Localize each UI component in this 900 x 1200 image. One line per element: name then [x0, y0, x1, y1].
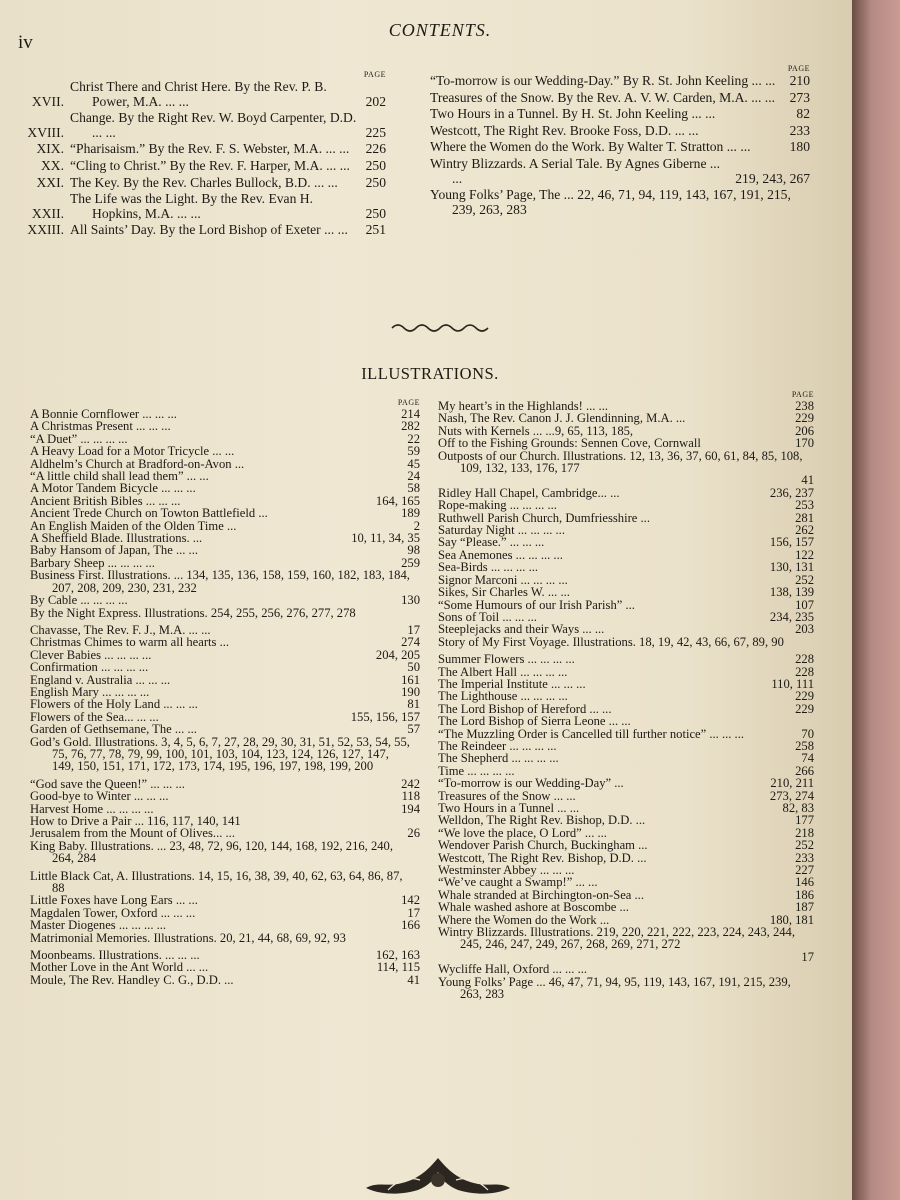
entry-numeral: XIX. [36, 141, 64, 157]
illustration-entry [30, 870, 420, 895]
illustration-title: Matrimonial Memories. Illustrations. 20, 21, 44, 68, 69, 92, 93 [30, 930, 346, 945]
illustration-page: 227 [795, 863, 814, 878]
contents-entry [14, 176, 386, 191]
illustration-entry [30, 961, 420, 973]
illustration-title: “To-morrow is our Wedding-Day” ... [438, 776, 624, 791]
illustration-entry [30, 661, 420, 673]
illustration-title: Time ... ... ... ... [438, 763, 515, 778]
illustration-title: Magdalen Tower, Oxford ... ... ... [30, 905, 196, 920]
entry-page: 233 [789, 122, 810, 138]
illustration-page: 155, 156, 157 [350, 709, 420, 724]
illustration-page: 262 [795, 523, 814, 538]
contents-left-column [14, 70, 386, 240]
illustration-page: 234, 235 [769, 609, 814, 624]
entry-numeral: XXI. [36, 174, 64, 190]
illustration-title: “Some Humours of our Irish Parish” ... [438, 597, 635, 612]
illustration-title: The Imperial Institute ... ... ... [438, 676, 586, 691]
illustration-entry [30, 840, 420, 865]
illustration-entry [30, 420, 420, 432]
contents-entry [430, 124, 810, 139]
illustration-title: Wendover Parish Church, Buckingham ... [438, 838, 648, 853]
entry-page: 210 [789, 73, 810, 88]
illustration-page: 170 [795, 436, 814, 451]
entry-page: 219, 243, 267 [735, 170, 810, 186]
illustration-page: 203 [795, 622, 814, 637]
entry-title: All Saints’ Day. By the Lord Bishop of Exeter ... ... [70, 222, 348, 238]
illustration-entry [30, 445, 420, 457]
contents-entry [430, 74, 810, 89]
illustration-page: 253 [795, 498, 814, 513]
illustration-page: 180, 181 [769, 912, 814, 927]
illustration-title: Ancient Trede Church on Towton Battlefield ... [30, 506, 268, 521]
illustration-title: Westcott, The Right Rev. Bishop, D.D. ... [438, 850, 647, 865]
contents-right-column [430, 64, 810, 219]
illustration-title: Confirmation ... ... ... ... [30, 660, 149, 675]
illustration-entry [30, 736, 420, 773]
illustration-title: Sons of Toil ... ... ... [438, 609, 537, 624]
illustration-title: Two Hours in a Tunnel ... ... [438, 801, 580, 815]
illustration-title: A Bonnie Cornflower ... ... ... [30, 407, 177, 421]
illustration-title: A Heavy Load for a Motor Tricycle ... ... [30, 444, 235, 459]
illustration-page: 218 [795, 825, 814, 840]
entry-title: Christ There and Christ Here. By the Rev. P. B. Power, M.A. ... ... [70, 79, 327, 109]
illustration-page: 273, 274 [769, 788, 814, 803]
illustration-page: 57 [407, 722, 420, 737]
illustration-page: 26 [407, 826, 420, 841]
illustration-page: 166 [401, 918, 420, 933]
illustration-page: 233 [795, 850, 814, 865]
illustration-page: 10, 11, 34, 35 [351, 531, 420, 546]
illustration-title: Wintry Blizzards. Illustrations. 219, 220, 221, 222, 223, 224, 243, 244, 245, 246, 247, 249, 267, 268, 269, 271, 272 [438, 925, 795, 952]
entry-page: 251 [365, 222, 386, 238]
illustration-entry [438, 623, 814, 635]
contents-entry [430, 107, 810, 122]
illustration-title: Flowers of the Holy Land ... ... ... [30, 697, 198, 712]
illustration-page: 194 [401, 801, 420, 816]
illustration-page: 45 [407, 456, 420, 471]
illustration-entry [438, 963, 814, 975]
illustration-entry [30, 827, 420, 839]
page-column-label: PAGE [397, 398, 420, 407]
illustration-title: Chavasse, The Rev. F. J., M.A. ... ... [30, 622, 211, 637]
illustration-entry [438, 450, 814, 475]
illustration-entry [438, 474, 814, 486]
entry-numeral: XVII. [31, 93, 64, 109]
illustration-title: Aldhelm’s Church at Bradford-on-Avon ... [30, 456, 245, 471]
illustration-title: Saturday Night ... ... ... ... [438, 523, 565, 538]
illustration-page: 17 [801, 949, 814, 964]
illustration-page: 98 [407, 543, 420, 558]
illustrations-heading: ILLUSTRATIONS. [361, 364, 499, 383]
running-title: CONTENTS. [388, 20, 492, 40]
illustration-page: 238 [795, 399, 814, 413]
entry-title: Treasures of the Snow. By the Rev. A. V. W. Carden, M.A. ... ... [430, 89, 775, 105]
illustration-title: England v. Australia ... ... ... [30, 672, 171, 687]
illustration-page: 156, 157 [769, 535, 814, 550]
illustration-title: Wycliffe Hall, Oxford ... ... ... [438, 962, 588, 977]
illustration-page: 107 [795, 597, 814, 612]
illustration-page: 74 [801, 751, 814, 766]
illustration-title: Outposts of our Church. Illustrations. 12, 13, 36, 37, 60, 61, 84, 85, 108, 109, 132, 133, 176, 177 [438, 448, 803, 476]
illustration-title: Sea-Birds ... ... ... ... [438, 560, 539, 575]
page-column-label: PAGE [791, 390, 814, 399]
illustration-entry [30, 636, 420, 648]
illustration-title: A Christmas Present ... ... ... [30, 419, 171, 434]
illustration-page: 17 [407, 905, 420, 920]
floral-ornament-icon [358, 1150, 518, 1200]
illustration-entry [30, 544, 420, 556]
illustration-title: The Lighthouse ... ... ... ... [438, 689, 568, 704]
illustration-title: My heart’s in the Highlands! ... ... [438, 399, 608, 413]
illustration-entry [438, 715, 814, 727]
wavy-divider [390, 320, 490, 336]
illustration-title: Garden of Gethsemane, The ... ... [30, 722, 197, 737]
illustration-title: English Mary ... ... ... ... [30, 684, 150, 699]
illustration-entry [438, 536, 814, 548]
illustration-page: 282 [401, 419, 420, 434]
illustration-title: Moule, The Rev. Handley C. G., D.D. ... [30, 972, 234, 987]
entry-page: 273 [789, 89, 810, 105]
illustration-entry [30, 569, 420, 594]
illustration-entry [30, 482, 420, 494]
illustration-title: Story of My First Voyage. Illustrations. 18, 19, 42, 43, 66, 67, 89, 90 [438, 634, 784, 649]
illustration-title: “We love the place, O Lord” ... ... [438, 825, 607, 840]
entry-page: 225 [365, 124, 386, 140]
illustration-page: 242 [401, 776, 420, 791]
entry-page: 226 [365, 141, 386, 157]
illustration-title: Ancient British Bibles ... ... ... [30, 493, 181, 508]
contents-entry [14, 80, 386, 109]
illustration-page: 252 [795, 572, 814, 587]
illustration-title: “A little child shall lead them” ... ... [30, 469, 209, 484]
illustration-title: Treasures of the Snow ... ... [438, 788, 576, 803]
illustration-page: 81 [407, 697, 420, 712]
illustration-title: The Lord Bishop of Sierra Leone ... ... [438, 714, 631, 729]
illustration-page: 189 [401, 506, 420, 521]
illustration-page: 229 [795, 701, 814, 716]
illustration-entry [30, 594, 420, 606]
illustration-page: 274 [401, 635, 420, 650]
contents-entry [14, 223, 386, 238]
illustration-entry [30, 698, 420, 710]
illustration-page: 177 [795, 813, 814, 828]
illustration-title: God’s Gold. Illustrations. 3, 4, 5, 6, 7, 27, 28, 29, 30, 31, 51, 52, 53, 54, 55, 75, 76, 77, 78, 79, 99, 100, 101, 103, 104, 123, 124, 126, 127, 147, 149, 150, 151, 171, 172, 173, 174, 195, 196, 197, 198, 199, 200 [30, 734, 410, 774]
illustration-title: King Baby. Illustrations. ... 23, 48, 72, 96, 120, 144, 168, 192, 216, 240, 264, 284 [30, 838, 393, 866]
illustration-title: Whale stranded at Birchington-on-Sea ... [438, 887, 644, 902]
entry-numeral: XXIII. [27, 222, 64, 238]
illustration-page: 22 [407, 431, 420, 446]
illustration-page: 122 [795, 547, 814, 562]
illustration-title: Nuts with Kernels ... ...9, 65, 113, 185, [438, 423, 634, 438]
illustration-title: Ridley Hall Chapel, Cambridge... ... [438, 485, 620, 500]
entry-title: Two Hours in a Tunnel. By H. St. John Keeling ... ... [430, 106, 716, 122]
illustration-page: 146 [795, 875, 814, 890]
illustration-page: 281 [795, 510, 814, 525]
entry-page: 180 [789, 139, 810, 155]
illustration-title: The Shepherd ... ... ... ... [438, 751, 559, 766]
illustration-entry [438, 839, 814, 851]
entry-numeral: XX. [40, 157, 64, 173]
illustration-page: 17 [407, 622, 420, 637]
illustration-page: 187 [795, 900, 814, 915]
illustration-title: An English Maiden of the Olden Time ... [30, 518, 237, 533]
illustration-title: Welldon, The Right Rev. Bishop, D.D. ... [438, 813, 646, 828]
illustration-title: Little Black Cat, A. Illustrations. 14, 15, 16, 38, 39, 40, 62, 63, 64, 86, 87, 88 [30, 868, 403, 896]
illustration-title: Little Foxes have Long Ears ... ... [30, 893, 198, 908]
illustration-page: 24 [407, 469, 420, 484]
illustration-page: 142 [401, 893, 420, 908]
contents-entry [14, 192, 386, 221]
illustration-page: 190 [401, 684, 420, 699]
illustration-entry [438, 437, 814, 449]
contents-entry [430, 91, 810, 106]
illustration-entry [30, 894, 420, 906]
illustration-page: 259 [401, 555, 420, 570]
illustration-title: Signor Marconi ... ... ... ... [438, 572, 568, 587]
illustration-entry [30, 507, 420, 519]
illustration-title: Young Folks’ Page ... 46, 47, 71, 94, 95, 119, 143, 167, 191, 215, 239, 263, 283 [438, 974, 791, 1002]
illustration-title: By Cable ... ... ... ... [30, 593, 128, 608]
illustration-entry [438, 976, 814, 1001]
illustration-page: 210, 211 [770, 776, 814, 791]
illustration-page: 110, 111 [771, 676, 814, 691]
illustration-entry [30, 607, 420, 619]
illustration-title: Jerusalem from the Mount of Olives... ... [30, 826, 235, 841]
illustration-title: Harvest Home ... ... ... ... [30, 801, 154, 816]
illustration-title: Westminster Abbey ... ... ... [438, 863, 575, 878]
illustration-entry [30, 790, 420, 802]
illustration-title: Moonbeams. Illustrations. ... ... ... [30, 948, 200, 963]
illustrations-right-column [438, 390, 814, 1001]
illustration-entry [438, 586, 814, 598]
illustration-title: Baby Hansom of Japan, The ... ... [30, 543, 199, 558]
illustration-entry [438, 636, 814, 648]
illustration-entry [30, 919, 420, 931]
illustration-page: 204, 205 [375, 647, 420, 662]
entry-page: 82 [796, 106, 810, 122]
illustration-entry [438, 561, 814, 573]
contents-entry [14, 142, 386, 157]
entry-title: Change. By the Right Rev. W. Boyd Carpenter, D.D. ... ... [70, 110, 357, 140]
illustration-entry [438, 499, 814, 511]
illustration-title: Business First. Illustrations. ... 134, 135, 136, 158, 159, 160, 182, 183, 184, 207, 208, 209, 230, 231, 232 [30, 568, 410, 595]
illustration-title: A Motor Tandem Bicycle ... ... ... [30, 481, 196, 496]
entry-page: 250 [365, 205, 386, 221]
illustration-page: 186 [795, 887, 814, 902]
illustration-page: 41 [407, 972, 420, 987]
entry-page: 250 [365, 157, 386, 173]
illustration-entry [438, 777, 814, 789]
illustration-title: “The Muzzling Order is Cancelled till further notice” ... ... ... [438, 726, 744, 741]
illustration-page: 164, 165 [375, 493, 420, 508]
entry-title: The Life was the Light. By the Rev. Evan H. Hopkins, M.A. ... ... [70, 191, 313, 221]
illustration-page: 41 [801, 473, 814, 488]
illustration-entry [438, 876, 814, 888]
contents-entry [14, 111, 386, 140]
entry-title: Young Folks’ Page, The ... 22, 46, 71, 94, 119, 143, 167, 191, 215, 239, 263, 283 [430, 187, 791, 217]
illustration-title: Clever Babies ... ... ... ... [30, 647, 152, 662]
illustration-page: 70 [801, 726, 814, 741]
illustration-page: 252 [795, 838, 814, 853]
illustration-page: 130 [401, 593, 420, 608]
illustration-page: 266 [795, 763, 814, 778]
contents-entry [430, 188, 810, 217]
illustration-title: Where the Women do the Work ... [438, 912, 610, 927]
contents-entry [14, 159, 386, 174]
illustration-title: Say “Please.” ... ... ... [438, 535, 545, 550]
illustration-title: Off to the Fishing Grounds: Sennen Cove, Cornwall [438, 436, 701, 451]
illustration-page: 162, 163 [375, 948, 420, 963]
illustration-page: 118 [401, 789, 420, 804]
illustration-title: Sikes, Sir Charles W. ... ... [438, 585, 570, 600]
illustration-title: “We’ve caught a Swamp!” ... ... [438, 875, 598, 890]
illustration-title: A Sheffield Blade. Illustrations. ... [30, 531, 203, 546]
illustration-title: Summer Flowers ... ... ... ... [438, 652, 575, 667]
illustration-title: The Reindeer ... ... ... ... [438, 738, 557, 753]
illustration-title: Christmas Chimes to warm all hearts ... [30, 635, 230, 650]
illustration-page: 229 [795, 411, 814, 426]
contents-entry [430, 157, 810, 186]
illustration-entry [438, 901, 814, 913]
illustration-entry [438, 412, 814, 424]
entry-numeral: XVIII. [27, 124, 64, 140]
illustration-title: Steeplejacks and their Ways ... ... [438, 622, 605, 637]
entry-title: “Pharisaism.” By the Rev. F. S. Webster, M.A. ... ... [70, 141, 350, 157]
illustration-title: Whale washed ashore at Boscombe ... [438, 900, 629, 915]
illustration-page: 228 [795, 652, 814, 667]
illustration-title: Rope-making ... ... ... ... [438, 498, 557, 513]
page-column-label: PAGE [363, 70, 386, 79]
contents-entry [430, 140, 810, 155]
illustration-title: The Albert Hall ... ... ... ... [438, 664, 568, 679]
illustration-title: “God save the Queen!” ... ... ... [30, 776, 185, 791]
illustration-title: “A Duet” ... ... ... ... [30, 431, 128, 446]
entry-page: 250 [365, 174, 386, 190]
entry-title: The Key. By the Rev. Charles Bullock, B.D. ... ... [70, 174, 338, 190]
illustration-entry [438, 814, 814, 826]
entry-numeral: XXII. [31, 205, 64, 221]
illustration-entry [438, 690, 814, 702]
illustration-entry [30, 974, 420, 986]
illustration-page: 59 [407, 444, 420, 459]
illustrations-left-column [30, 398, 420, 986]
entry-title: “Cling to Christ.” By the Rev. F. Harper, M.A. ... ... [70, 157, 350, 173]
illustration-title: Good-bye to Winter ... ... ... [30, 789, 169, 804]
illustration-title: Barbary Sheep ... ... ... ... [30, 555, 155, 570]
illustration-page: 82, 83 [782, 801, 814, 815]
illustration-page: 58 [407, 481, 420, 496]
entry-page: 202 [365, 93, 386, 109]
entry-title: “To-morrow is our Wedding-Day.” By R. St. John Keeling ... ... [430, 73, 776, 88]
illustration-page: 2 [413, 518, 420, 533]
illustration-title: By the Night Express. Illustrations. 254, 255, 256, 276, 277, 278 [30, 605, 356, 620]
entry-title: Wintry Blizzards. A Serial Tale. By Agnes Giberne ... ... [430, 155, 721, 186]
illustration-title: Master Diogenes ... ... ... ... [30, 918, 167, 933]
page-column-label: PAGE [787, 64, 810, 73]
illustration-page: 228 [795, 664, 814, 679]
illustration-page: 50 [407, 660, 420, 675]
illustration-title: Mother Love in the Ant World ... ... [30, 960, 209, 975]
illustration-page: 130, 131 [769, 560, 814, 575]
page-number: iv [18, 32, 33, 53]
illustration-page: 138, 139 [769, 585, 814, 600]
illustration-entry [30, 932, 420, 944]
illustration-title: The Lord Bishop of Hereford ... ... [438, 701, 612, 716]
illustration-page: 229 [795, 689, 814, 704]
illustration-entry [438, 653, 814, 665]
illustration-page: 206 [795, 423, 814, 438]
illustration-entry [438, 926, 814, 951]
illustration-page: 214 [401, 407, 420, 421]
illustration-page: 161 [401, 672, 420, 687]
illustration-title: Ruthwell Parish Church, Dumfriesshire ... [438, 510, 650, 525]
illustration-page: 236, 237 [769, 485, 814, 500]
illustration-page: 114, 115 [376, 960, 420, 975]
entry-title: Where the Women do the Work. By Walter T. Stratton ... ... [430, 139, 751, 155]
entry-title: Westcott, The Right Rev. Brooke Foss, D.D. ... ... [430, 122, 699, 138]
illustration-page: 258 [795, 738, 814, 753]
illustration-title: How to Drive a Pair ... 116, 117, 140, 141 [30, 814, 241, 828]
illustration-title: Nash, The Rev. Canon J. J. Glendinning, M.A. ... [438, 411, 686, 426]
illustration-entry [30, 723, 420, 735]
illustration-entry [438, 752, 814, 764]
illustration-title: Sea Anemones ... ... ... ... [438, 547, 563, 562]
illustration-title: Flowers of the Sea... ... ... [30, 709, 159, 724]
page-edge [852, 0, 900, 1200]
